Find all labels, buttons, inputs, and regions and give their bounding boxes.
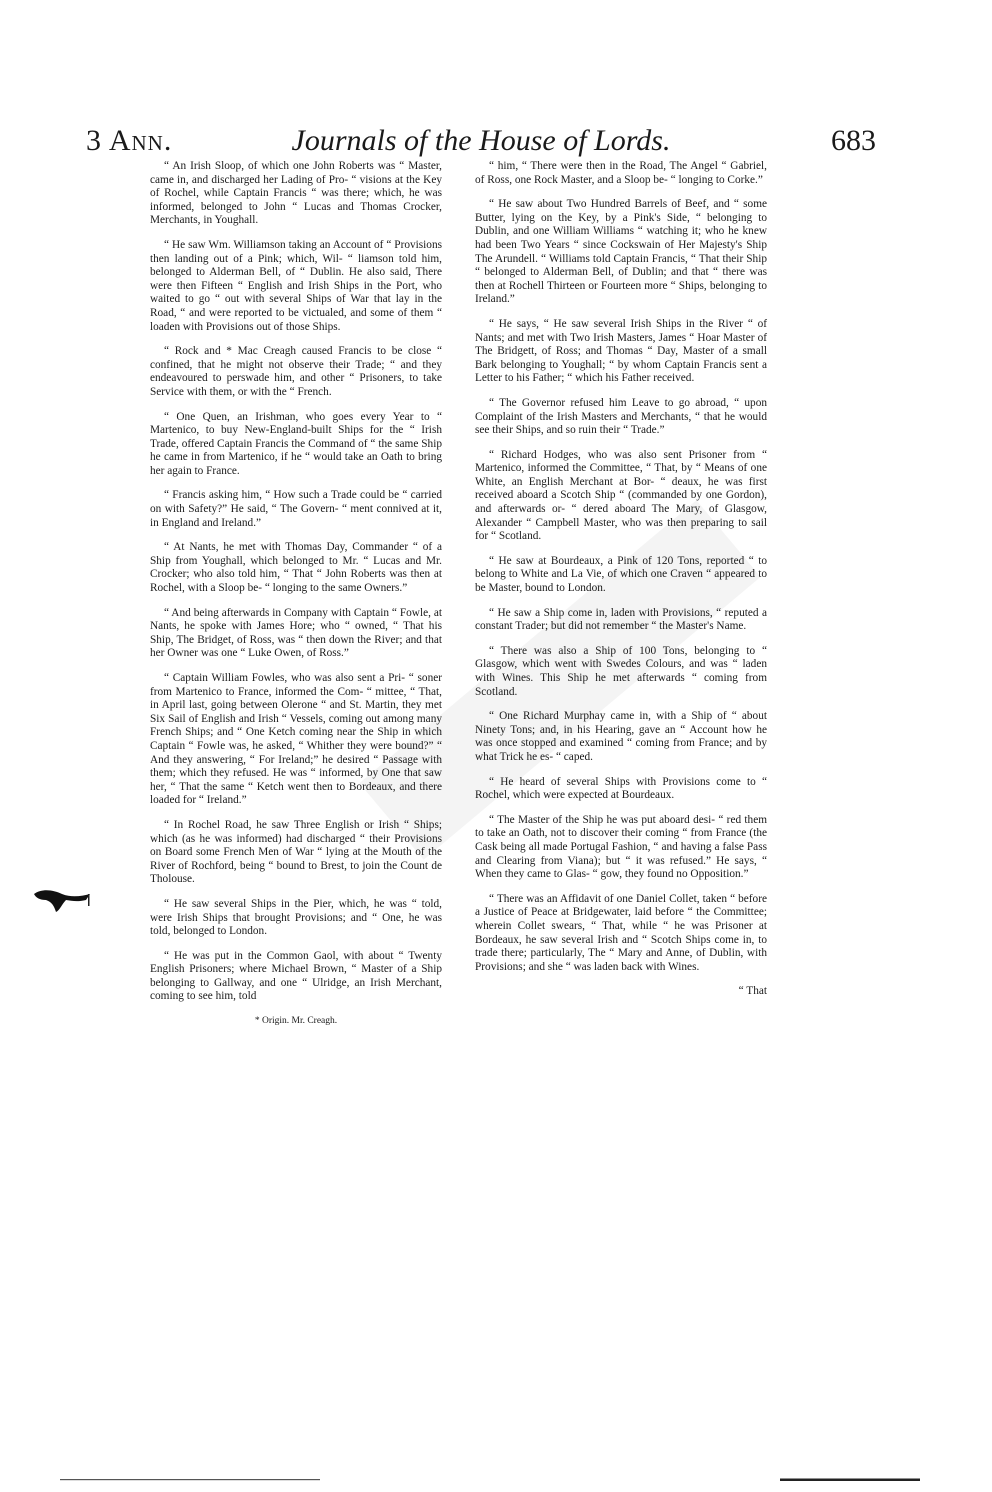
page-number: 683 — [831, 124, 876, 157]
paragraph: “ An Irish Sloop, of which one John Roberts was “ Master, came in, and discharged her Lading of Pro- “ visions at the Key of Rochel, while Captain Francis “ was there; which, he was informed, belonged to John “ Lucas and Thomas Crocker, Merchants, in Youghall. — [150, 160, 442, 227]
paragraph: “ One Quen, an Irishman, who goes every Year to “ Martenico, to buy New-England-built Ships for the “ Irish Trade, offered Captain Francis the Command of “ the same Ship he came in from Martenico, if he “ would take an Oath to bring her again to France. — [150, 410, 442, 477]
paragraph: “ The Master of the Ship he was put aboard desi- “ red them to take an Oath, not to discover their coming “ from France (the Cask being all made Portugal Fashion, “ and having a false Pass and Clearing from Viana); but “ it was refused.” He says, “ When they came to Glas- “ gow, they found no Opposition.” — [475, 813, 767, 881]
paragraph: “ There was an Affidavit of one Daniel Collet, taken “ before a Justice of Peace at Bridgewater, laid before “ the Committee; wherein Collet swears, “ That, while “ he was Prisoner at Bordeaux, he saw several Irish and “ Scotch Ships come in, to trade there; particularly, The “ Mary and Anne, of Dublin, with Provisions; and she “ was laden back with Wines. — [475, 892, 767, 973]
right-column — [475, 160, 767, 1010]
journal-title: Journals of the House of Lords. — [291, 124, 671, 157]
paragraph: “ The Governor refused him Leave to go abroad, “ upon Complaint of the Irish Masters and Merchants, “ that he would see their Ships, and so ruin their “ Trade.” — [475, 396, 767, 437]
session-label: 3 Ann. — [86, 124, 173, 157]
paragraph: “ He saw several Ships in the Pier, which, he was “ told, were Irish Ships that brought Provisions; and “ One, he was told, belonged to London. — [150, 897, 442, 938]
paragraph: “ And being afterwards in Company with Captain “ Fowle, at Nants, he spoke with James Hore; who “ owned, “ That his Ship, The Bridget, of Ross, was “ then down the River; and that her Owner was one “ Luke Owen, of Ross.” — [150, 606, 442, 660]
ink-blot — [32, 888, 92, 914]
paragraph: “ He saw at Bourdeaux, a Pink of 120 Tons, reported “ to belong to White and La Vie, of which one Craven “ appeared to be Master, bound to London. — [475, 554, 767, 595]
paragraph: “ Rock and * Mac Creagh caused Francis to be close “ confined, that he might not observe their Trade; “ and they endeavoured to perswade him, and other “ Prisoners, to take Service with them, or with the “ French. — [150, 345, 442, 398]
paragraph: “ him, “ There were then in the Road, The Angel “ Gabriel, of Ross, one Rock Master, and a Sloop be- “ longing to Corke.” — [475, 160, 767, 186]
paragraph: “ He heard of several Ships with Provisions come to “ Rochel, which were expected at Bourdeaux. — [475, 775, 767, 802]
paragraph: “ He was put in the Common Gaol, with about “ Twenty English Prisoners; where Michael Brown, “ Master of a Ship belonging to Gallway, and one “ Ulridge, an Irish Merchant, coming to see him, told — [150, 949, 442, 1003]
footnote: * Origin. Mr. Creagh. — [254, 1016, 338, 1027]
paragraph: “ He says, “ He saw several Irish Ships in the River “ of Nants; and met with Two Irish Masters, James “ Hoar Master of The Bridgett, of Ross; and Thomas “ Day, Master of a small Bark belonging to Youghall; “ by whom Captain Francis sent a Letter to his Father; “ which his Father received. — [475, 317, 767, 385]
catchword: “ That — [738, 985, 767, 998]
paragraph: “ At Nants, he met with Thomas Day, Commander “ of a Ship from Youghall, which belonged to Mr. “ Lucas and Mr. Crocker; who also told him, “ That “ John Roberts was then at Rochel, with a Sloop be- “ longing to the same Owners.” — [150, 541, 442, 595]
paragraph: “ He saw about Two Hundred Barrels of Beef, and “ some Butter, lying on the Key, by a Pink's Side, “ belonging to Dublin, and one William Williams “ watching it; who he knew had been Two Years “ since Cockswain of Her Majesty's Ship The Arundell. “ Williams told Captain Francis, “ That their Ship “ belonged to Alderman Bell, of Dublin; and that “ there was then at Rochell Thirteen or Fourteen more “ Ships, belonging to Ireland.” — [475, 198, 767, 306]
paragraph: “ Francis asking him, “ How such a Trade could be “ carried on with Safety?” He said, “ The Govern- “ ment connived at it, in England and Ireland.” — [150, 489, 442, 529]
left-column — [150, 160, 442, 1040]
paragraph: “ In Rochel Road, he saw Three English or Irish “ Ships; which (as he was informed) had discharged “ their Provisions on Board some French Men of War “ lying at the Mouth of the River of Rochford, being “ bound to Brest, to join the Count de Tholouse. — [150, 818, 442, 886]
paragraph: “ He saw a Ship come in, laden with Provisions, “ reputed a constant Trader; but did not remember “ the Master's Name. — [475, 606, 767, 633]
paragraph: “ He saw Wm. Williamson taking an Account of “ Provisions then landing out of a Pink; which, Wil- “ liamson told him, belonged to Alderman Bell, of “ Dublin. He also said, There were then Fifteen “ English and Irish Ships in the Port, who waited to go “ out with several Ships of War that lay in the Road, “ and were reported to be victualed, and some of them “ loaden with Provisions out of those Ships. — [150, 238, 442, 333]
paragraph: “ There was also a Ship of 100 Tons, belonging to “ Glasgow, which went with Swedes Colours, and was “ laden with Wines. This Ship he met afterwards “ coming from Scotland. — [475, 644, 767, 698]
paragraph: “ Richard Hodges, who was also sent Prisoner from “ Martenico, informed the Committee, “ That, by “ Means of one White, an English Merchant at Bor- “ deaux, he was first received aboard a Scotch Ship “ (commanded by one Gordon), and afterwards or- “ dered aboard The Mary, of Glasgow, Alexander “ Campbell Master, who was then preparing to sail for “ Scotland. — [475, 448, 767, 543]
paragraph: “ One Richard Murphay came in, with a Ship of “ about Ninety Tons; and, in his Hearing, gave an “ Account how he was once stopped and examined “ coming from France; and by what Trick he es- “ caped. — [475, 710, 767, 763]
bottom-edge-mark — [60, 1478, 940, 1482]
paragraph: “ Captain William Fowles, who was also sent a Pri- “ soner from Martenico to France, informed the Com- “ mittee, “ That, in April last, going between Olerone “ and St. Martin, they met Six Sail of English and Irish “ Vessels, coming out among many French Ships; and “ One Ketch coming near the Ship in which Captain “ Fowle was, he asked, “ Whither they were bound?” “ And they answering, “ For Ireland;” he desired “ Passage with them; which they refused. He was “ informed, by One that saw her, “ That the same “ Ketch went then to Bordeaux, and there loaded for “ Ireland.” — [150, 672, 442, 807]
page-header — [86, 124, 876, 164]
